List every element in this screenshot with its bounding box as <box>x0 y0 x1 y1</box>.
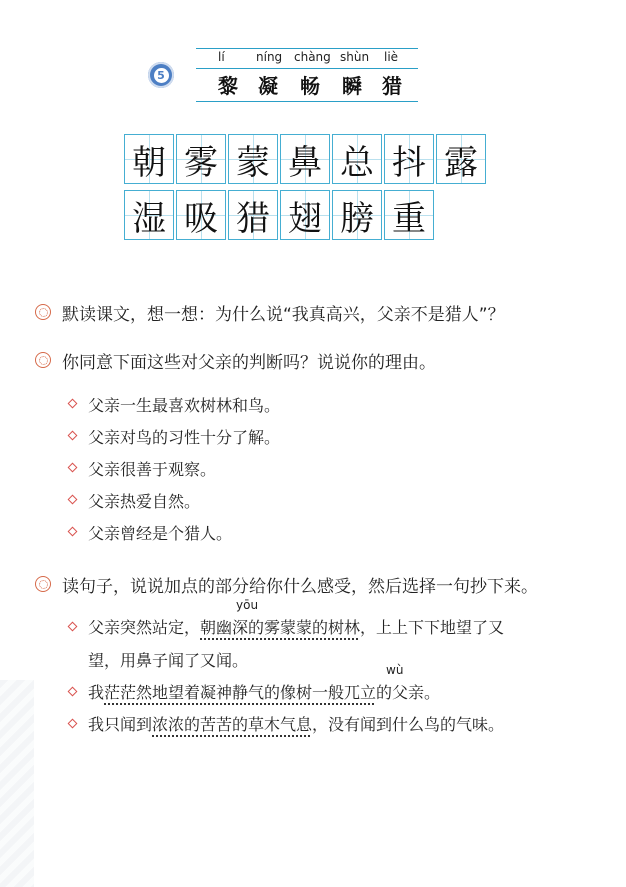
list-item: 父亲热爱自然。 <box>88 492 201 511</box>
diamond-bullet-icon <box>68 719 78 729</box>
grid-cell: 翅 <box>280 190 330 240</box>
grid-cell: 膀 <box>332 190 382 240</box>
list-item: 父亲对鸟的习性十分了解。 <box>88 428 281 447</box>
question-icon <box>35 304 51 320</box>
pinyin-annotation: yōu <box>236 598 259 612</box>
diamond-bullet-icon <box>68 622 78 632</box>
grid-cell: 吸 <box>176 190 226 240</box>
title-char-1: 黎 <box>218 74 238 98</box>
grid-cell: 抖 <box>384 134 434 184</box>
grid-cell: 蒙 <box>228 134 278 184</box>
diamond-bullet-icon <box>68 399 78 409</box>
sentence-text: 的父亲。 <box>376 683 441 702</box>
pinyin-3: chàng <box>294 50 331 64</box>
sentence-text: 我只闻到 <box>88 715 153 734</box>
decorative-side-pattern <box>0 680 34 887</box>
title-char-2: 凝 <box>258 74 278 98</box>
grid-cell: 总 <box>332 134 382 184</box>
lesson-title-box <box>196 48 418 102</box>
title-char-5: 猎 <box>382 74 402 98</box>
diamond-bullet-icon <box>68 687 78 697</box>
pinyin-1: lí <box>218 50 225 64</box>
grid-cell: 湿 <box>124 190 174 240</box>
title-divider <box>196 68 418 69</box>
grid-cell: 露 <box>436 134 486 184</box>
pinyin-4: shùn <box>340 50 370 64</box>
title-char-3: 畅 <box>300 74 320 98</box>
sentence-text: ，上上下下地望了又 <box>360 618 505 637</box>
pinyin-5: liè <box>384 50 399 64</box>
question-3: 读句子，说说加点的部分给你什么感受，然后选择一句抄下来。 <box>62 577 538 597</box>
diamond-bullet-icon <box>68 431 78 441</box>
list-item: 父亲很善于观察。 <box>88 460 217 479</box>
sentence-2 <box>88 680 440 703</box>
sentence-1-line-2: 望，用鼻子闻了又闻。 <box>88 651 249 670</box>
pinyin-annotation: wù <box>386 663 404 677</box>
list-item: 父亲曾经是个猎人。 <box>88 524 233 543</box>
lesson-number: 5 <box>154 68 169 83</box>
sentence-text: 父亲突然站定， <box>88 618 201 637</box>
grid-cell: 鼻 <box>280 134 330 184</box>
dotted-emphasis: 浓浓的苦苦的草木气息 <box>152 715 313 734</box>
lesson-number-badge <box>148 62 174 88</box>
sentence-3 <box>88 712 504 735</box>
grid-cell: 朝 <box>124 134 174 184</box>
dotted-emphasis: 朝幽深的雾蒙蒙的树林 <box>200 618 361 637</box>
question-icon <box>35 576 51 592</box>
sentence-text: 我 <box>88 683 105 702</box>
dotted-emphasis: 茫茫然地望着凝神静气的像树一般兀立 <box>104 683 377 702</box>
title-char-4: 瞬 <box>342 74 362 98</box>
pinyin-2: níng <box>256 50 283 64</box>
grid-cell: 猎 <box>228 190 278 240</box>
sentence-1-line-1 <box>88 615 504 638</box>
grid-cell: 雾 <box>176 134 226 184</box>
question-2: 你同意下面这些对父亲的判断吗？说说你的理由。 <box>62 353 436 373</box>
diamond-bullet-icon <box>68 527 78 537</box>
sentence-text: ，没有闻到什么鸟的气味。 <box>312 715 505 734</box>
question-1: 默读课文，想一想：为什么说“我真高兴，父亲不是猎人”？ <box>62 305 505 325</box>
diamond-bullet-icon <box>68 495 78 505</box>
question-icon <box>35 352 51 368</box>
grid-cell: 重 <box>384 190 434 240</box>
list-item: 父亲一生最喜欢树林和鸟。 <box>88 396 281 415</box>
diamond-bullet-icon <box>68 463 78 473</box>
